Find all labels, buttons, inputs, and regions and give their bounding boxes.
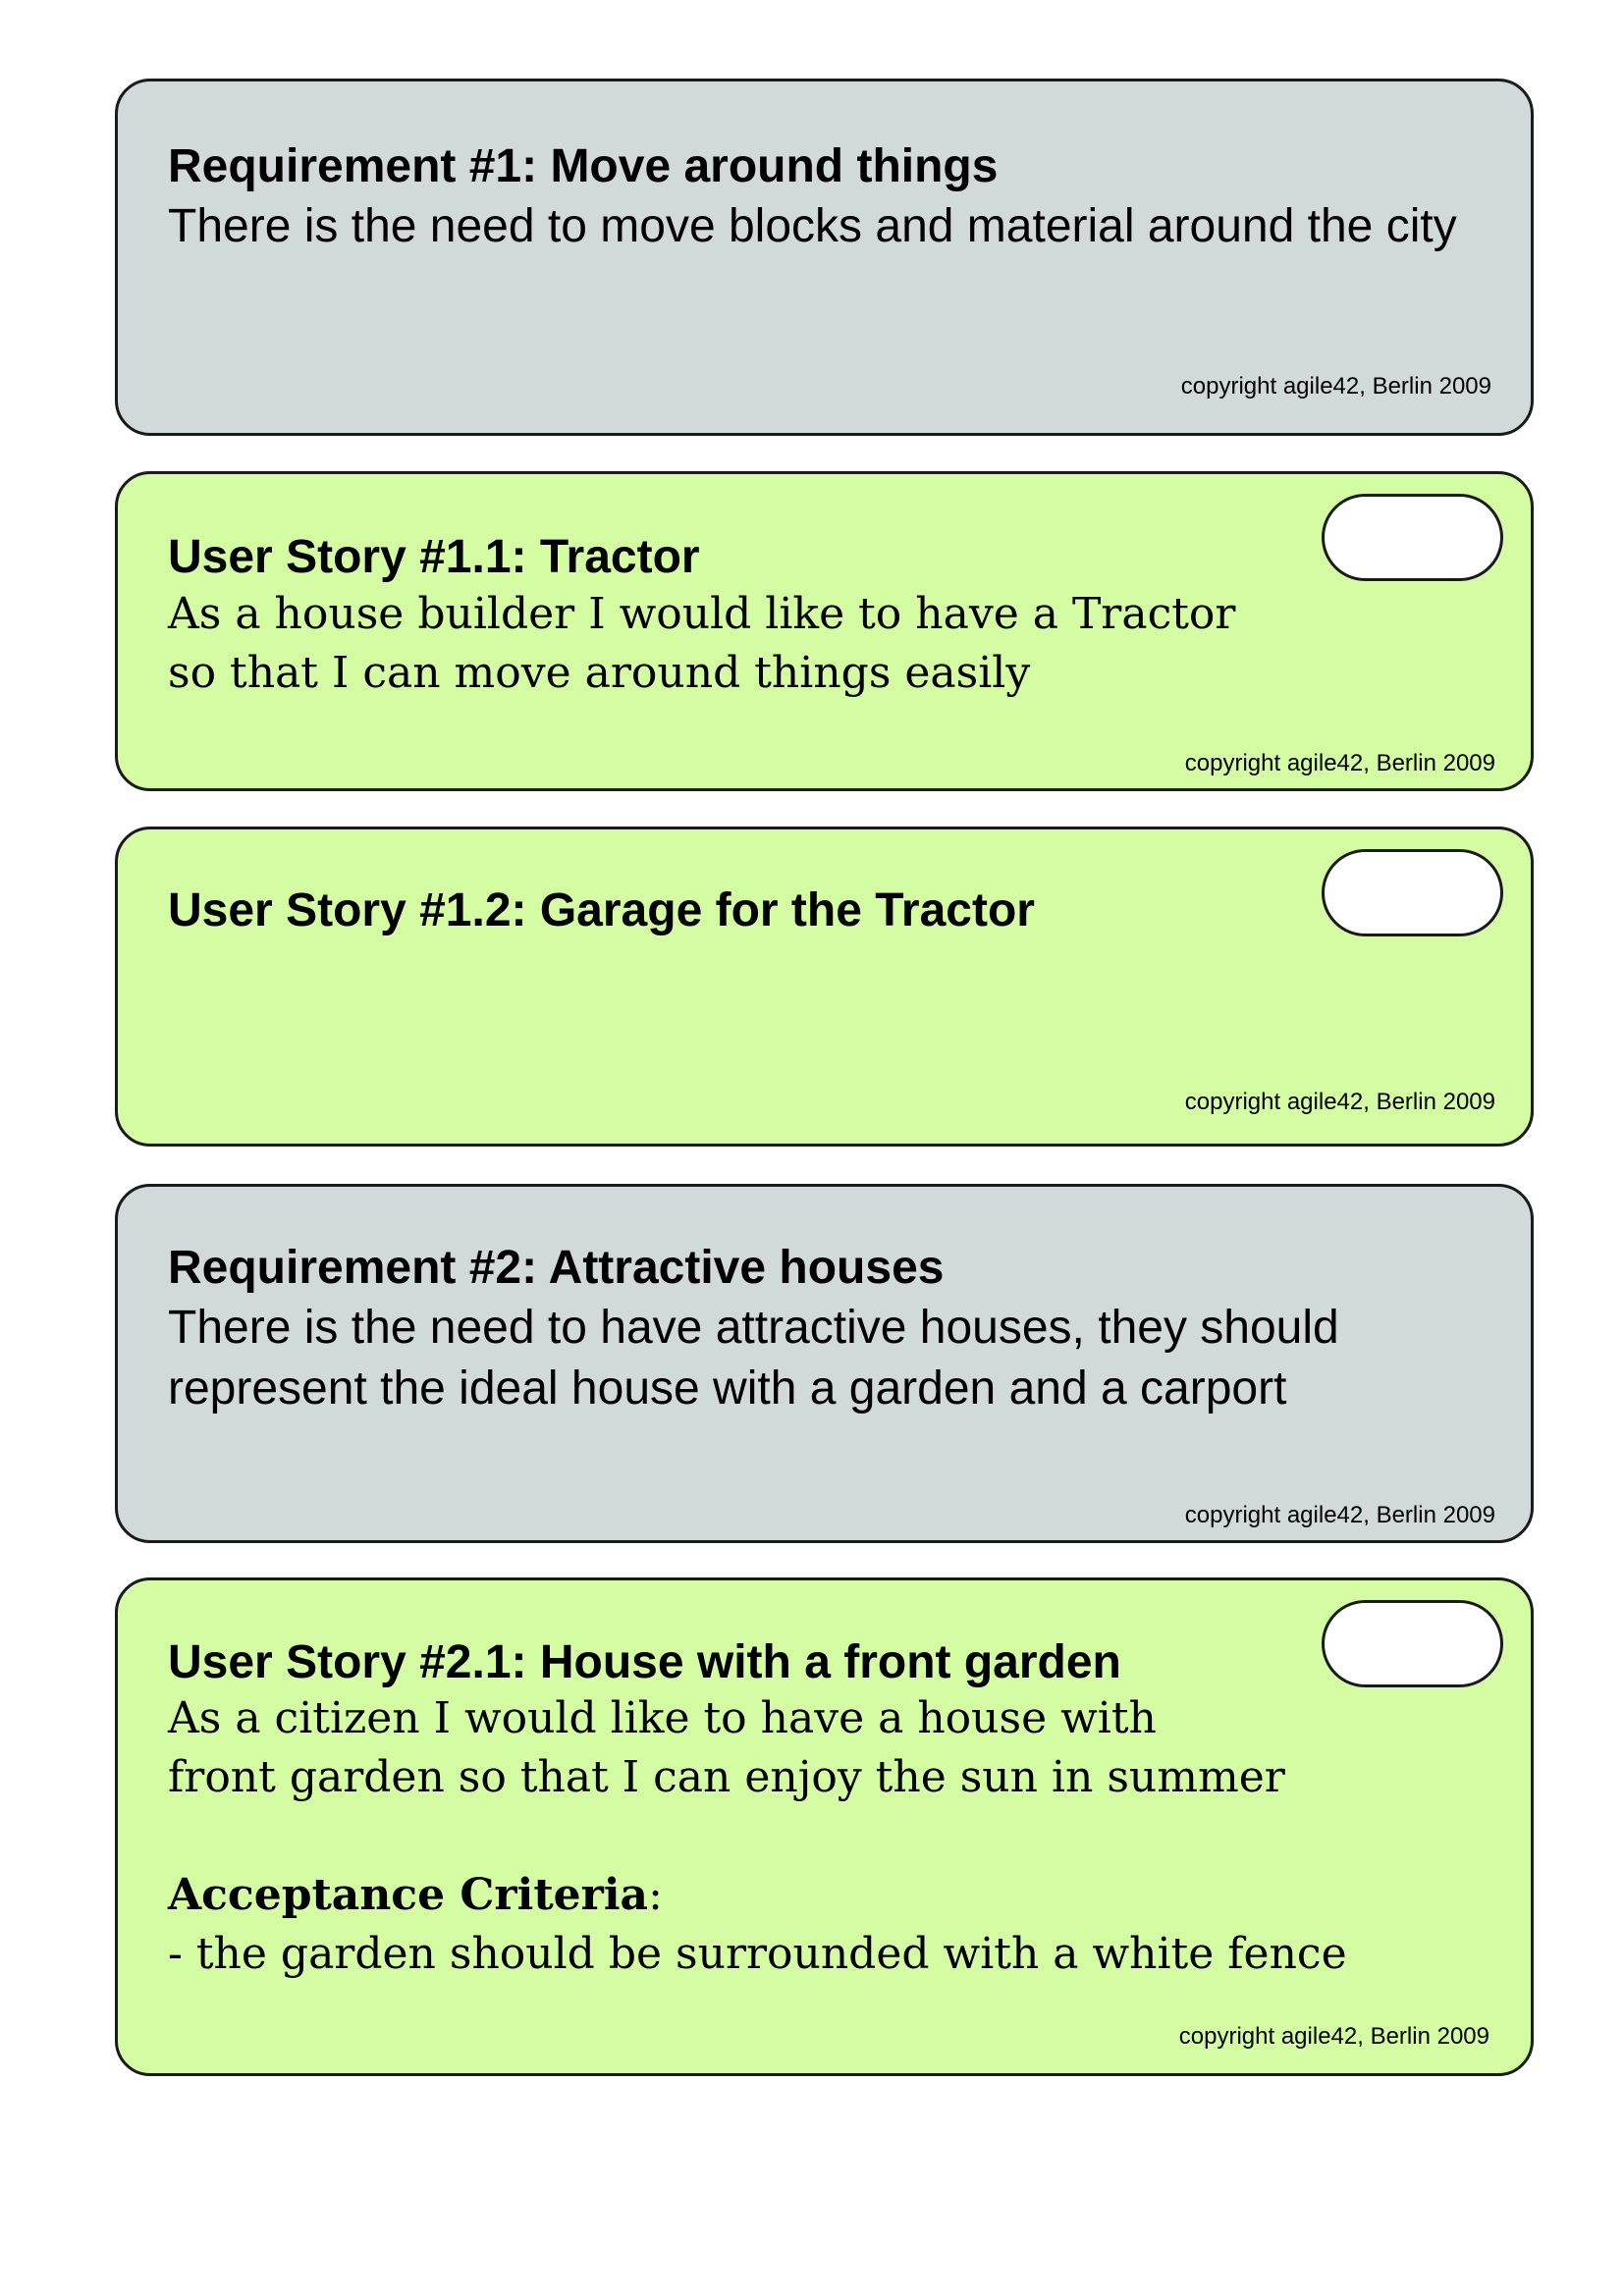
requirement-card-1 xyxy=(115,79,1534,436)
requirement-title: Requirement #2: Attractive houses xyxy=(168,1242,945,1294)
user-story-title: User Story #1.1: Tractor xyxy=(168,531,700,583)
user-story-card-1-1 xyxy=(115,471,1534,791)
acceptance-criteria-colon: : xyxy=(648,1870,663,1920)
description-line: so that I can move around things easily xyxy=(168,648,1031,698)
requirement-description: There is the need to move blocks and material around the city xyxy=(168,200,1457,252)
acceptance-criteria-heading xyxy=(168,1866,663,1925)
description-line: front garden so that I can enjoy the sun in summer xyxy=(168,1752,1285,1802)
acceptance-criteria-item: - the garden should be surrounded with a white fence xyxy=(168,1929,1347,1979)
copyright-note: copyright agile42, Berlin 2009 xyxy=(1180,373,1491,400)
user-story-description xyxy=(168,1689,1285,1807)
copyright-note: copyright agile42, Berlin 2009 xyxy=(1178,2023,1489,2050)
requirement-card-2 xyxy=(115,1184,1534,1543)
acceptance-criteria-label: Acceptance Criteria xyxy=(168,1870,649,1920)
requirement-description: There is the need to have attractive houses, they should represent the ideal house with a garden and a carport xyxy=(168,1302,1339,1415)
user-story-title: User Story #1.2: Garage for the Tractor xyxy=(168,884,1035,936)
estimate-box[interactable] xyxy=(1322,849,1503,936)
estimate-box[interactable] xyxy=(1322,494,1503,581)
copyright-note: copyright agile42, Berlin 2009 xyxy=(1184,1089,1495,1115)
user-story-description xyxy=(168,585,1235,703)
user-story-title: User Story #2.1: House with a front garden xyxy=(168,1636,1121,1688)
estimate-box[interactable] xyxy=(1322,1600,1503,1687)
user-story-card-1-2 xyxy=(115,827,1534,1147)
user-story-card-2-1 xyxy=(115,1577,1534,2076)
requirement-title: Requirement #1: Move around things xyxy=(168,140,999,192)
acceptance-criteria-list xyxy=(168,1925,1347,1984)
description-line: As a citizen I would like to have a house with xyxy=(168,1693,1157,1743)
description-line: As a house builder I would like to have a Tractor xyxy=(168,589,1236,639)
copyright-note: copyright agile42, Berlin 2009 xyxy=(1184,1502,1495,1528)
copyright-note: copyright agile42, Berlin 2009 xyxy=(1184,750,1495,776)
